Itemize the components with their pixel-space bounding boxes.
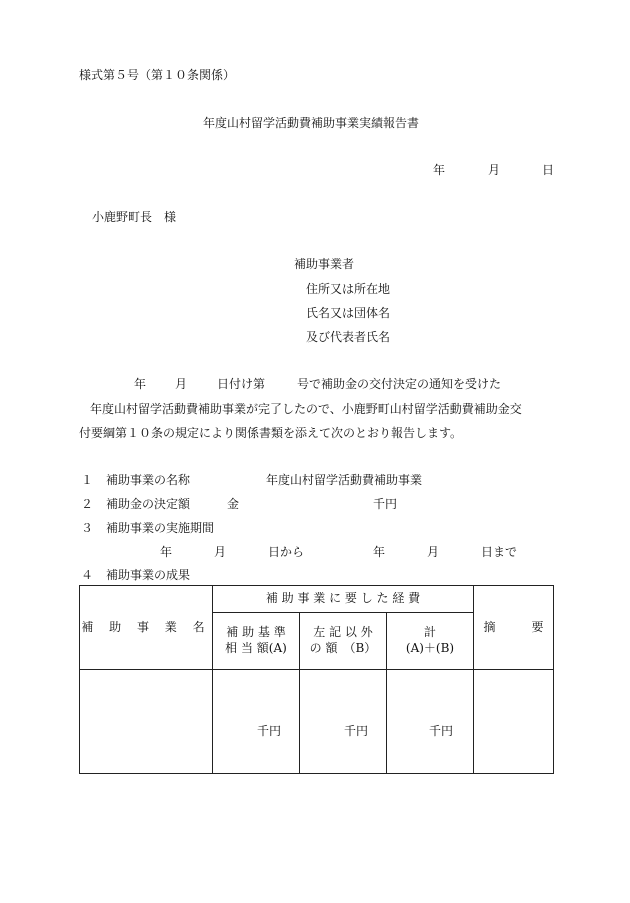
date-month: 月: [488, 163, 501, 177]
applicant-heading: 補助事業者: [294, 257, 355, 271]
representative-label: 及び代表者氏名: [306, 330, 391, 344]
col-total-line-1: 計: [423, 625, 436, 640]
unit-total: 千円: [429, 724, 454, 738]
period-end-year: 年: [373, 545, 386, 559]
item3-number: ３: [81, 521, 94, 535]
item4-label: 補助事業の成果: [106, 568, 191, 582]
period-start-year: 年: [160, 545, 173, 559]
project-name-cell[interactable]: [80, 670, 213, 774]
col-a-line-1: 補 助 基 準: [226, 625, 286, 640]
other-amount-cell[interactable]: [300, 670, 387, 774]
item2-prefix: 金: [227, 497, 240, 511]
col-b-line-1: 左 記 以 外: [313, 625, 373, 640]
period-start-day: 日から: [268, 545, 305, 559]
unit-a: 千円: [257, 724, 282, 738]
body-line-2: 年度山村留学活動費補助事業が完了したので、小鹿野町山村留学活動費補助金交: [90, 402, 522, 416]
date-day: 日: [542, 163, 555, 177]
col-other-amount-header: [300, 613, 387, 670]
notice-day-label: 日付け第: [217, 377, 266, 391]
results-table: [79, 585, 554, 774]
item2-label: 補助金の決定額: [106, 497, 191, 511]
standard-amount-cell[interactable]: [213, 670, 300, 774]
address-label: 住所又は所在地: [306, 282, 391, 296]
col-standard-amount-header: [213, 613, 300, 670]
item1-value: 年度山村留学活動費補助事業: [266, 473, 423, 487]
col-total-line-2: (A)＋(B): [405, 641, 455, 655]
total-amount-cell[interactable]: [387, 670, 474, 774]
col-b-line-2: の 額 （B）: [309, 641, 377, 655]
item2-suffix: 千円: [373, 497, 398, 511]
body-line-3: 付要綱第１０条の規定により関係書類を添えて次のとおり報告します。: [79, 426, 463, 440]
addressee: 小鹿野町長 様: [92, 210, 177, 224]
summary-header: 摘 要: [474, 586, 554, 670]
col-a-line-2: 相 当 額(A): [225, 641, 287, 655]
notice-year: 年: [134, 377, 147, 391]
summary-cell[interactable]: [474, 670, 554, 774]
notice-month: 月: [175, 377, 188, 391]
name-label: 氏名又は団体名: [306, 306, 391, 320]
item1-number: １: [81, 473, 94, 487]
date-year: 年: [433, 163, 446, 177]
form-number: 様式第５号（第１０条関係）: [79, 68, 236, 82]
item3-label: 補助事業の実施期間: [106, 521, 215, 535]
period-end-day: 日まで: [481, 545, 518, 559]
unit-b: 千円: [344, 724, 369, 738]
item2-number: ２: [81, 497, 94, 511]
expense-header: 補 助 事 業 に 要 し た 経 費: [213, 586, 474, 613]
col-total-header: [387, 613, 474, 670]
item4-number: ４: [81, 568, 94, 582]
notice-text: 号で補助金の交付決定の通知を受けた: [297, 377, 502, 391]
table-data-row: [80, 670, 554, 774]
project-name-header: 補 助 事 業 名: [80, 586, 213, 670]
item1-label: 補助事業の名称: [106, 473, 191, 487]
period-start-month: 月: [214, 545, 227, 559]
period-end-month: 月: [427, 545, 440, 559]
table-header-row: [80, 586, 554, 613]
form-title: 年度山村留学活動費補助事業実績報告書: [203, 116, 420, 130]
